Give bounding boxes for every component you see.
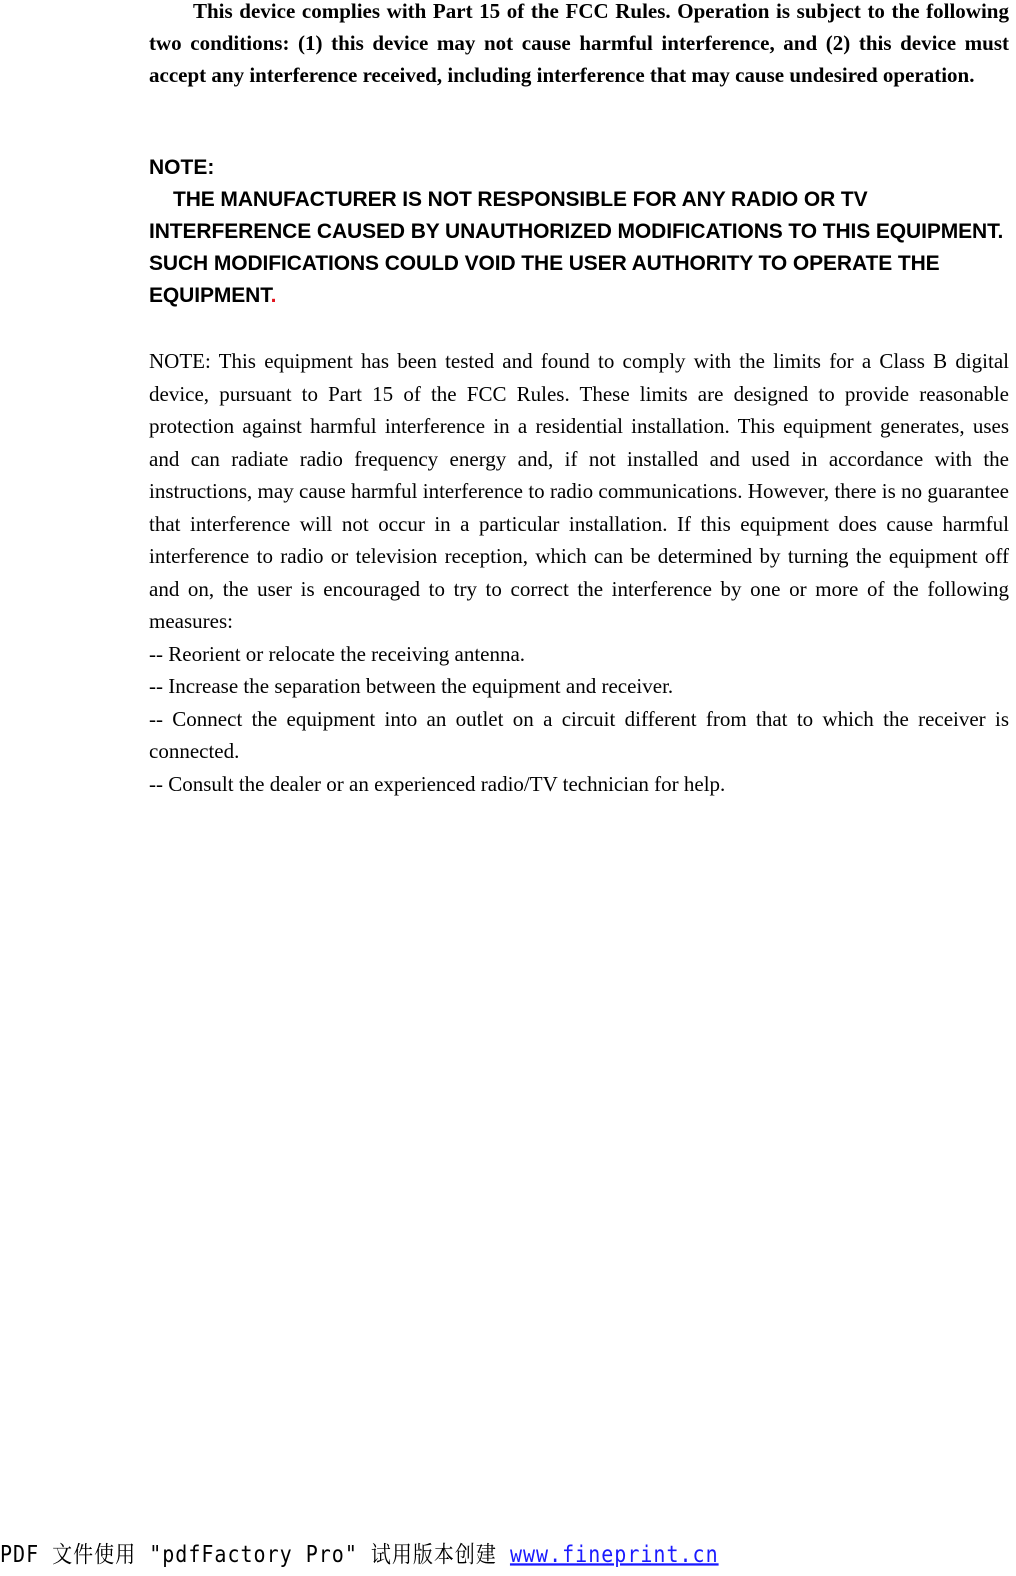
measure-item: -- Consult the dealer or an experienced radio/TV technician for help. [149, 771, 726, 796]
pdf-footer [0, 1538, 719, 1570]
measure-item: -- Increase the separation between the equipment and receiver. [149, 674, 674, 698]
fcc-compliance-statement: This device complies with Part 15 of the FCC Rules. Operation is subject to the following two conditions: (1) this device may not cause harmful interference, and (2) this device must accept any interference received, including interference that may cause undesired operation. [149, 0, 1009, 87]
document-page [149, 0, 1009, 796]
measure-item: -- Connect the equipment into an outlet on a circuit different from that to which the receiver is connected. [149, 706, 1009, 763]
measure-item: -- Reorient or relocate the receiving antenna. [149, 641, 526, 666]
class-b-paragraph: NOTE: This equipment has been tested and found to comply with the limits for a Class B digital device, pursuant to Part 15 of the FCC Rules. These limits are designed to provide reasonable protection against harmful interference in a residential installation. This equipment generates, uses and can radiate radio frequency energy and, if not installed and used in accordance with the instructions, may cause harmful interference to radio communications. However, there is no guarantee that interference will not occur in a particular installation. If this equipment does cause harmful interference to radio or television reception, which can be determined by turning the equipment off and on, the user is encouraged to try to correct the interference by one or more of the following measures: [149, 349, 1009, 633]
note-end-mark: . [270, 284, 277, 307]
fineprint-link[interactable]: www.fineprint.cn [509, 1540, 719, 1568]
note-text-container [149, 184, 1009, 312]
footer-text: PDF 文件使用 "pdfFactory Pro" 试用版本创建 [0, 1540, 510, 1568]
manufacturer-note [149, 152, 1009, 312]
note-text: THE MANUFACTURER IS NOT RESPONSIBLE FOR ANY RADIO OR TV INTERFERENCE CAUSED BY UNAUTHORIZED MODIFICATIONS TO THIS EQUIPMENT. SUCH MODIFICATIONS COULD VOID THE USER AUTHORITY TO OPERATE THE EQUIPMENT [149, 188, 1004, 307]
note-heading: NOTE: [149, 156, 215, 179]
class-b-notice [149, 345, 1009, 800]
measures-list [149, 638, 1009, 801]
